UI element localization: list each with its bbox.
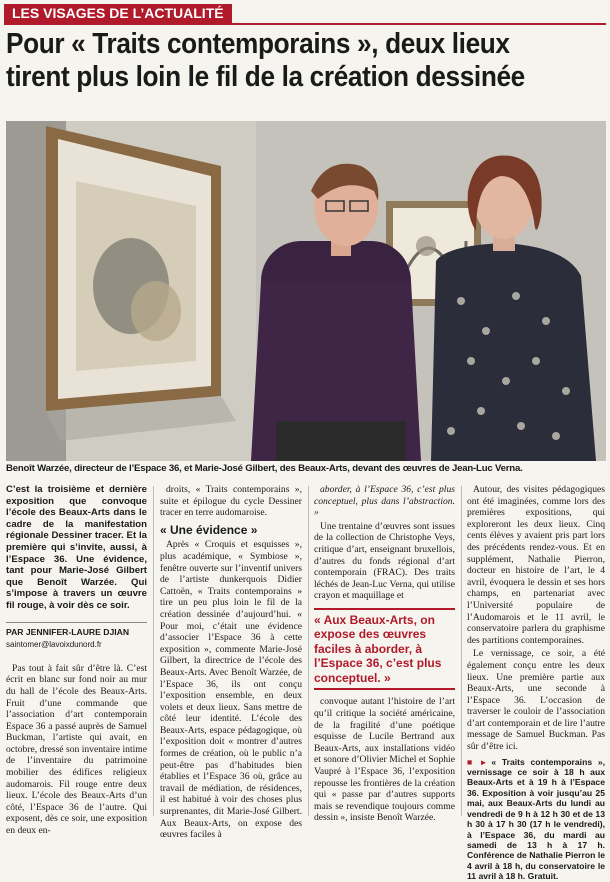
- column-divider-2: [308, 486, 309, 816]
- photo-illustration: [6, 121, 606, 461]
- pull-quote: « Aux Beaux-Arts, on expose des œuvres faciles à aborder, à l’Espace 36, c’est plus conceptuel. »: [314, 608, 455, 691]
- author-email: saintomer@lavoixdunord.fr: [6, 640, 102, 650]
- column-divider-1: [153, 486, 154, 816]
- practical-info-text: « Traits contemporains », vernissage ce soir à 18 h aux Beaux-Arts et à 19 h à l’Espace 36. Exposition à voir jusqu’au 25 mai, aux Beaux-Arts du lundi au vendredi de 9 h à 12 h 30 et de 13 h 30 à 17 h 30 (17 h le vendredi), à l’Espace 36, du mardi au samedi de 13 h à 17 h. Conférence de Nathalie Pierron le 4 avril à 18 h, du conservatoire le 11 avril à 18 h. Gratuit.: [467, 756, 606, 882]
- col3-paragraph-1: aborder, à l’Espace 36, c’est plus conceptuel, plus dans l’abstraction. »: [314, 484, 455, 519]
- column-4: [467, 484, 605, 882]
- headline-line-1: Pour « Traits contemporains », deux lieux: [6, 28, 510, 60]
- column-3: [314, 484, 455, 826]
- headline: [6, 28, 558, 94]
- col2-paragraph-1: droits, « Traits contemporains », suite et épilogue du cycle Dessiner tracer en terre audomaroise.: [160, 484, 302, 519]
- bullet-square-icon: ■ ▸: [467, 756, 492, 767]
- photo-caption: Benoît Warzée, directeur de l’Espace 36, et Marie-José Gilbert, des Beaux-Arts, devant des œuvres de Jean-Luc Verna.: [6, 463, 523, 474]
- column-divider-3: [461, 486, 462, 816]
- col1-body: Pas tout à fait sûr d’être là. C’est écrit en blanc sur fond noir au mur du hall de l’école des Beaux-Arts. Fruit d’une commande que l’association d’art contemporain Espace 36 a passé auprès de Samuel Buckman, l’artiste qui avait, en octobre, dressé son inventaire intime de l’inventaire du patrimoine mobilier des édifices religieux audomarois. Fil rouge entre deux lieux. L’école des Beaux-Arts d’un côté, l’Espace 36 de l’autre. Qui exposent, dès ce soir, une exposition en deux en-: [6, 662, 147, 837]
- article-photo: [6, 121, 606, 461]
- col3-paragraph-3: convoque autant l’histoire de l’art qu’il critique la société américaine, de la fragilité d’une poétique esquisse de Lucile Bertrand aux Beaux-Arts, aux installations vidéo et sonore d’Olivier Michel et Sophie Vaupré à l’Espace 36, l’exposition repousse les frontières de la création qui « passe par d’autres supports mais se revendique toujours comme dessin », insiste Benoît Warzée.: [314, 696, 455, 824]
- practical-info: [467, 757, 605, 882]
- byline: PAR JENNIFER-LAURE DJIAN: [6, 622, 147, 639]
- col4-paragraph-1: Autour, des visites pédagogiques ont été imaginées, comme lors des premières expositions, qui exploreront les deux lieux. Cinq cents élèves y avaient pris part lors des précédents rendez-vous. Et en supplément, Nathalie Pierron, docteur en histoire de l’art, le 4 avril, évoquera le dessin et ses hors champs, en partenariat avec l’Université populaire de l’Audomarois et le 11 avril, le conservatoire parlera du graphisme des partitions contemporaines.: [467, 484, 605, 646]
- headline-line-2: tirent plus loin le fil de la création dessinée: [6, 61, 525, 93]
- col2-paragraph-2: Après « Croquis et esquisses », plus académique, « Symbiose », fenêtre ouverte sur l’inventif univers de l’artiste dunkerquois Didier Cattoën, « Traits contemporains » tire un peu plus loin le fil de la création dessinée d’aujourd’hui. « Pour moi, c’était une évidence d’associer l’Espace 36 à cette exposition », commente Marie-José Gilbert, la directrice de l’école des Beaux-Arts. Avec Benoît Warzée, de l’Espace 36, ils ont conçu l’exposition ensemble, en deux volets et deux lieux. Sans mettre de côté leur identité. L’école des Beaux-Arts, espace pédagogique, où l’exposition doit « montrer d’autres formes de création, où le public n’a peut-être pas d’habitudes bien établies et l’Espace 36 où, grâce au travail de médiation, de résidences, il est habitué à voir des choses plus surprenantes, dit Marie-José Gilbert. Aux Beaux-Arts, on expose des œuvres faciles à: [160, 539, 302, 841]
- column-2: [160, 484, 302, 843]
- article-lead: C’est la troisième et dernière exposition que convoque l’école des Beaux-Arts dans le cadre de la manifestation régionale Dessiner tracer. Et la première qui s’invite, aussi, à l’Espace 36. Une évidence, tant pour Marie-José Gilbert que Benoît Warzée. Qui s’impose à travers un œuvre fil rouge, à voir dès ce soir.: [6, 484, 147, 611]
- intertitle: « Une évidence »: [160, 522, 258, 537]
- column-1: [6, 484, 147, 839]
- section-rubric: [4, 4, 606, 25]
- col3-paragraph-2: Une trentaine d’œuvres sont issues de la collection de Christophe Veys, critique d’art, enseignant bruxellois, d’autres du fonds régional d’art contemporain (FRAC). Des traits léchés de Jean-Luc Verna, qui utilise crayon et maquillage et: [314, 520, 455, 602]
- rubric-label: LES VISAGES DE L’ACTUALITÉ: [4, 4, 232, 23]
- col4-paragraph-2: Le vernissage, ce soir, a été également conçu entre les deux lieux. Une première partie aux Beaux-Arts, une seconde à l’Espace 36. L’occasion de traverser le couloir de l’association d’art contemporain et de lire l’autre message de Samuel Buckman. Pas sûr d’être ici.: [467, 648, 605, 753]
